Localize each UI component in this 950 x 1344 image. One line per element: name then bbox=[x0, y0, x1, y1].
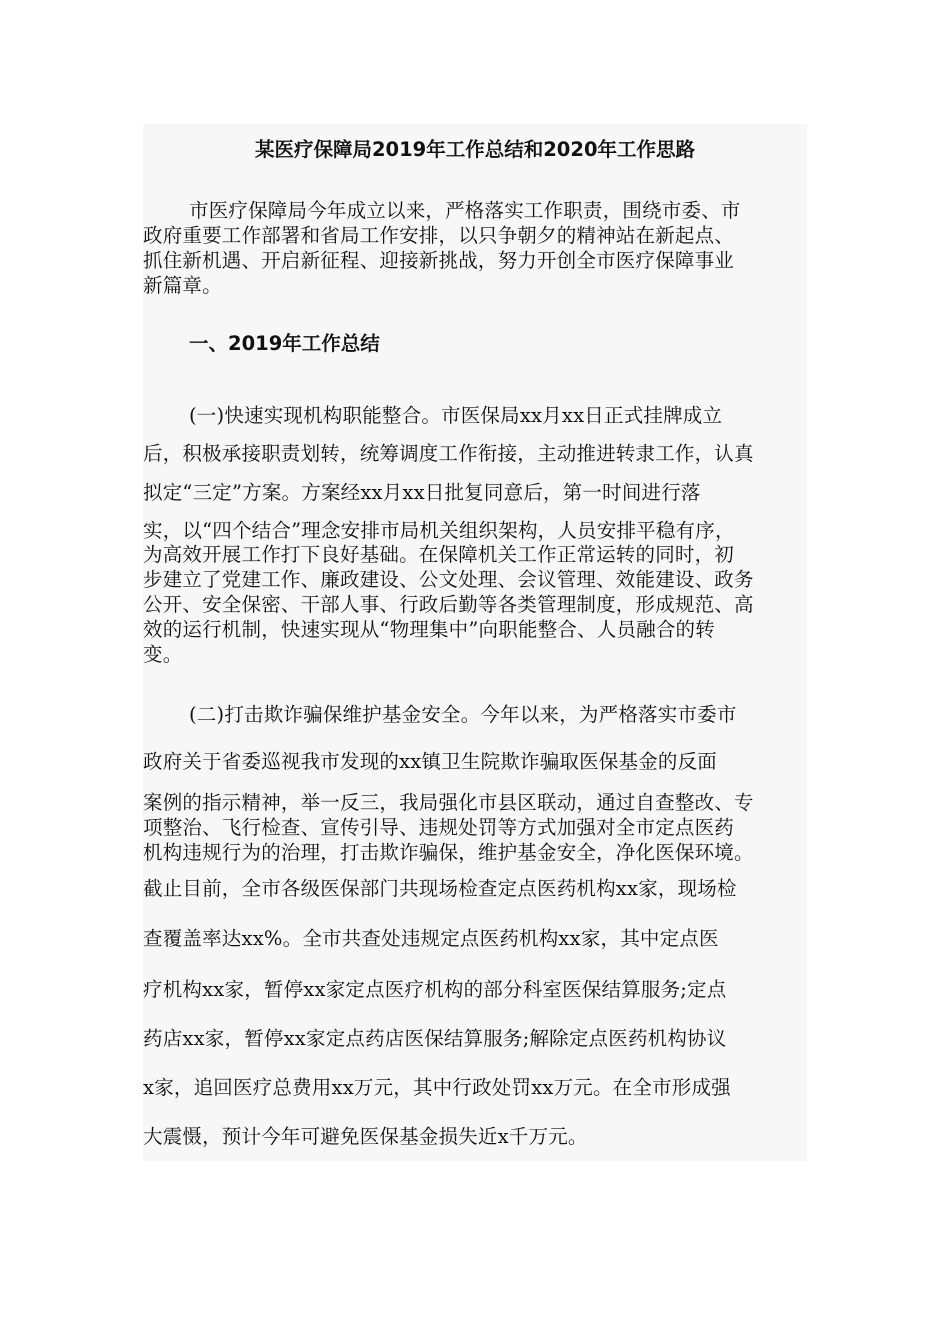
paragraph2-line: 案例的指示精神，举一反三，我局强化市县区联动，通过自查整改、专 bbox=[143, 791, 754, 814]
intro-line: 政府重要工作部署和省局工作安排，以只争朝夕的精神站在新起点、 bbox=[143, 224, 735, 247]
paragraph2-line: 大震慑，预计今年可避免医保基金损失近x千万元。 bbox=[143, 1125, 588, 1148]
paragraph2-line: 疗机构xx家，暂停xx家定点医疗机构的部分科室医保结算服务;定点 bbox=[143, 978, 727, 1001]
paragraph2-line: x家，追回医疗总费用xx万元，其中行政处罚xx万元。在全市形成强 bbox=[143, 1076, 731, 1099]
section-heading: 一、2019年工作总结 bbox=[189, 332, 380, 355]
paragraph1-line: 效的运行机制，快速实现从“物理集中”向职能整合、人员融合的转 bbox=[143, 618, 715, 641]
intro-line: 市医疗保障局今年成立以来，严格落实工作职责，围绕市委、市 bbox=[189, 199, 741, 222]
document-title: 某医疗保障局2019年工作总结和2020年工作思路 bbox=[254, 138, 696, 161]
document-page bbox=[143, 124, 807, 1161]
paragraph1-line: 步建立了党建工作、廉政建设、公文处理、会议管理、效能建设、政务 bbox=[143, 568, 754, 591]
paragraph1-line: 变。 bbox=[143, 643, 183, 666]
intro-line: 新篇章。 bbox=[143, 274, 222, 297]
paragraph1-line: (一)快速实现机构职能整合。市医保局xx月xx日正式挂牌成立 bbox=[189, 404, 723, 427]
paragraph1-line: 公开、安全保密、干部人事、行政后勤等各类管理制度，形成规范、高 bbox=[143, 593, 754, 616]
paragraph2-line: 机构违规行为的治理，打击欺诈骗保，维护基金安全，净化医保环境。 bbox=[143, 841, 754, 864]
paragraph2-line: (二)打击欺诈骗保维护基金安全。今年以来，为严格落实市委市 bbox=[189, 703, 737, 726]
intro-line: 抓住新机遇、开启新征程、迎接新挑战，努力开创全市医疗保障事业 bbox=[143, 249, 735, 272]
paragraph1-line: 实，以“四个结合”理念安排市局机关组织架构，人员安排平稳有序， bbox=[143, 519, 735, 542]
paragraph1-line: 拟定“三定”方案。方案经xx月xx日批复同意后，第一时间进行落 bbox=[143, 481, 701, 504]
paragraph2-line: 药店xx家，暂停xx家定点药店医保结算服务;解除定点医药机构协议 bbox=[143, 1027, 727, 1050]
paragraph1-line: 后，积极承接职责划转，统筹调度工作衔接，主动推进转隶工作，认真 bbox=[143, 442, 754, 465]
paragraph2-line: 政府关于省委巡视我市发现的xx镇卫生院欺诈骗取医保基金的反面 bbox=[143, 750, 717, 773]
paragraph1-line: 为高效开展工作打下良好基础。在保障机关工作正常运转的同时，初 bbox=[143, 543, 735, 566]
paragraph2-line: 项整治、飞行检查、宣传引导、违规处罚等方式加强对全市定点医药 bbox=[143, 816, 735, 839]
paragraph2-line: 查覆盖率达xx%。全市共查处违规定点医药机构xx家，其中定点医 bbox=[143, 927, 719, 950]
paragraph2-line: 截止目前，全市各级医保部门共现场检查定点医药机构xx家，现场检 bbox=[143, 877, 737, 900]
